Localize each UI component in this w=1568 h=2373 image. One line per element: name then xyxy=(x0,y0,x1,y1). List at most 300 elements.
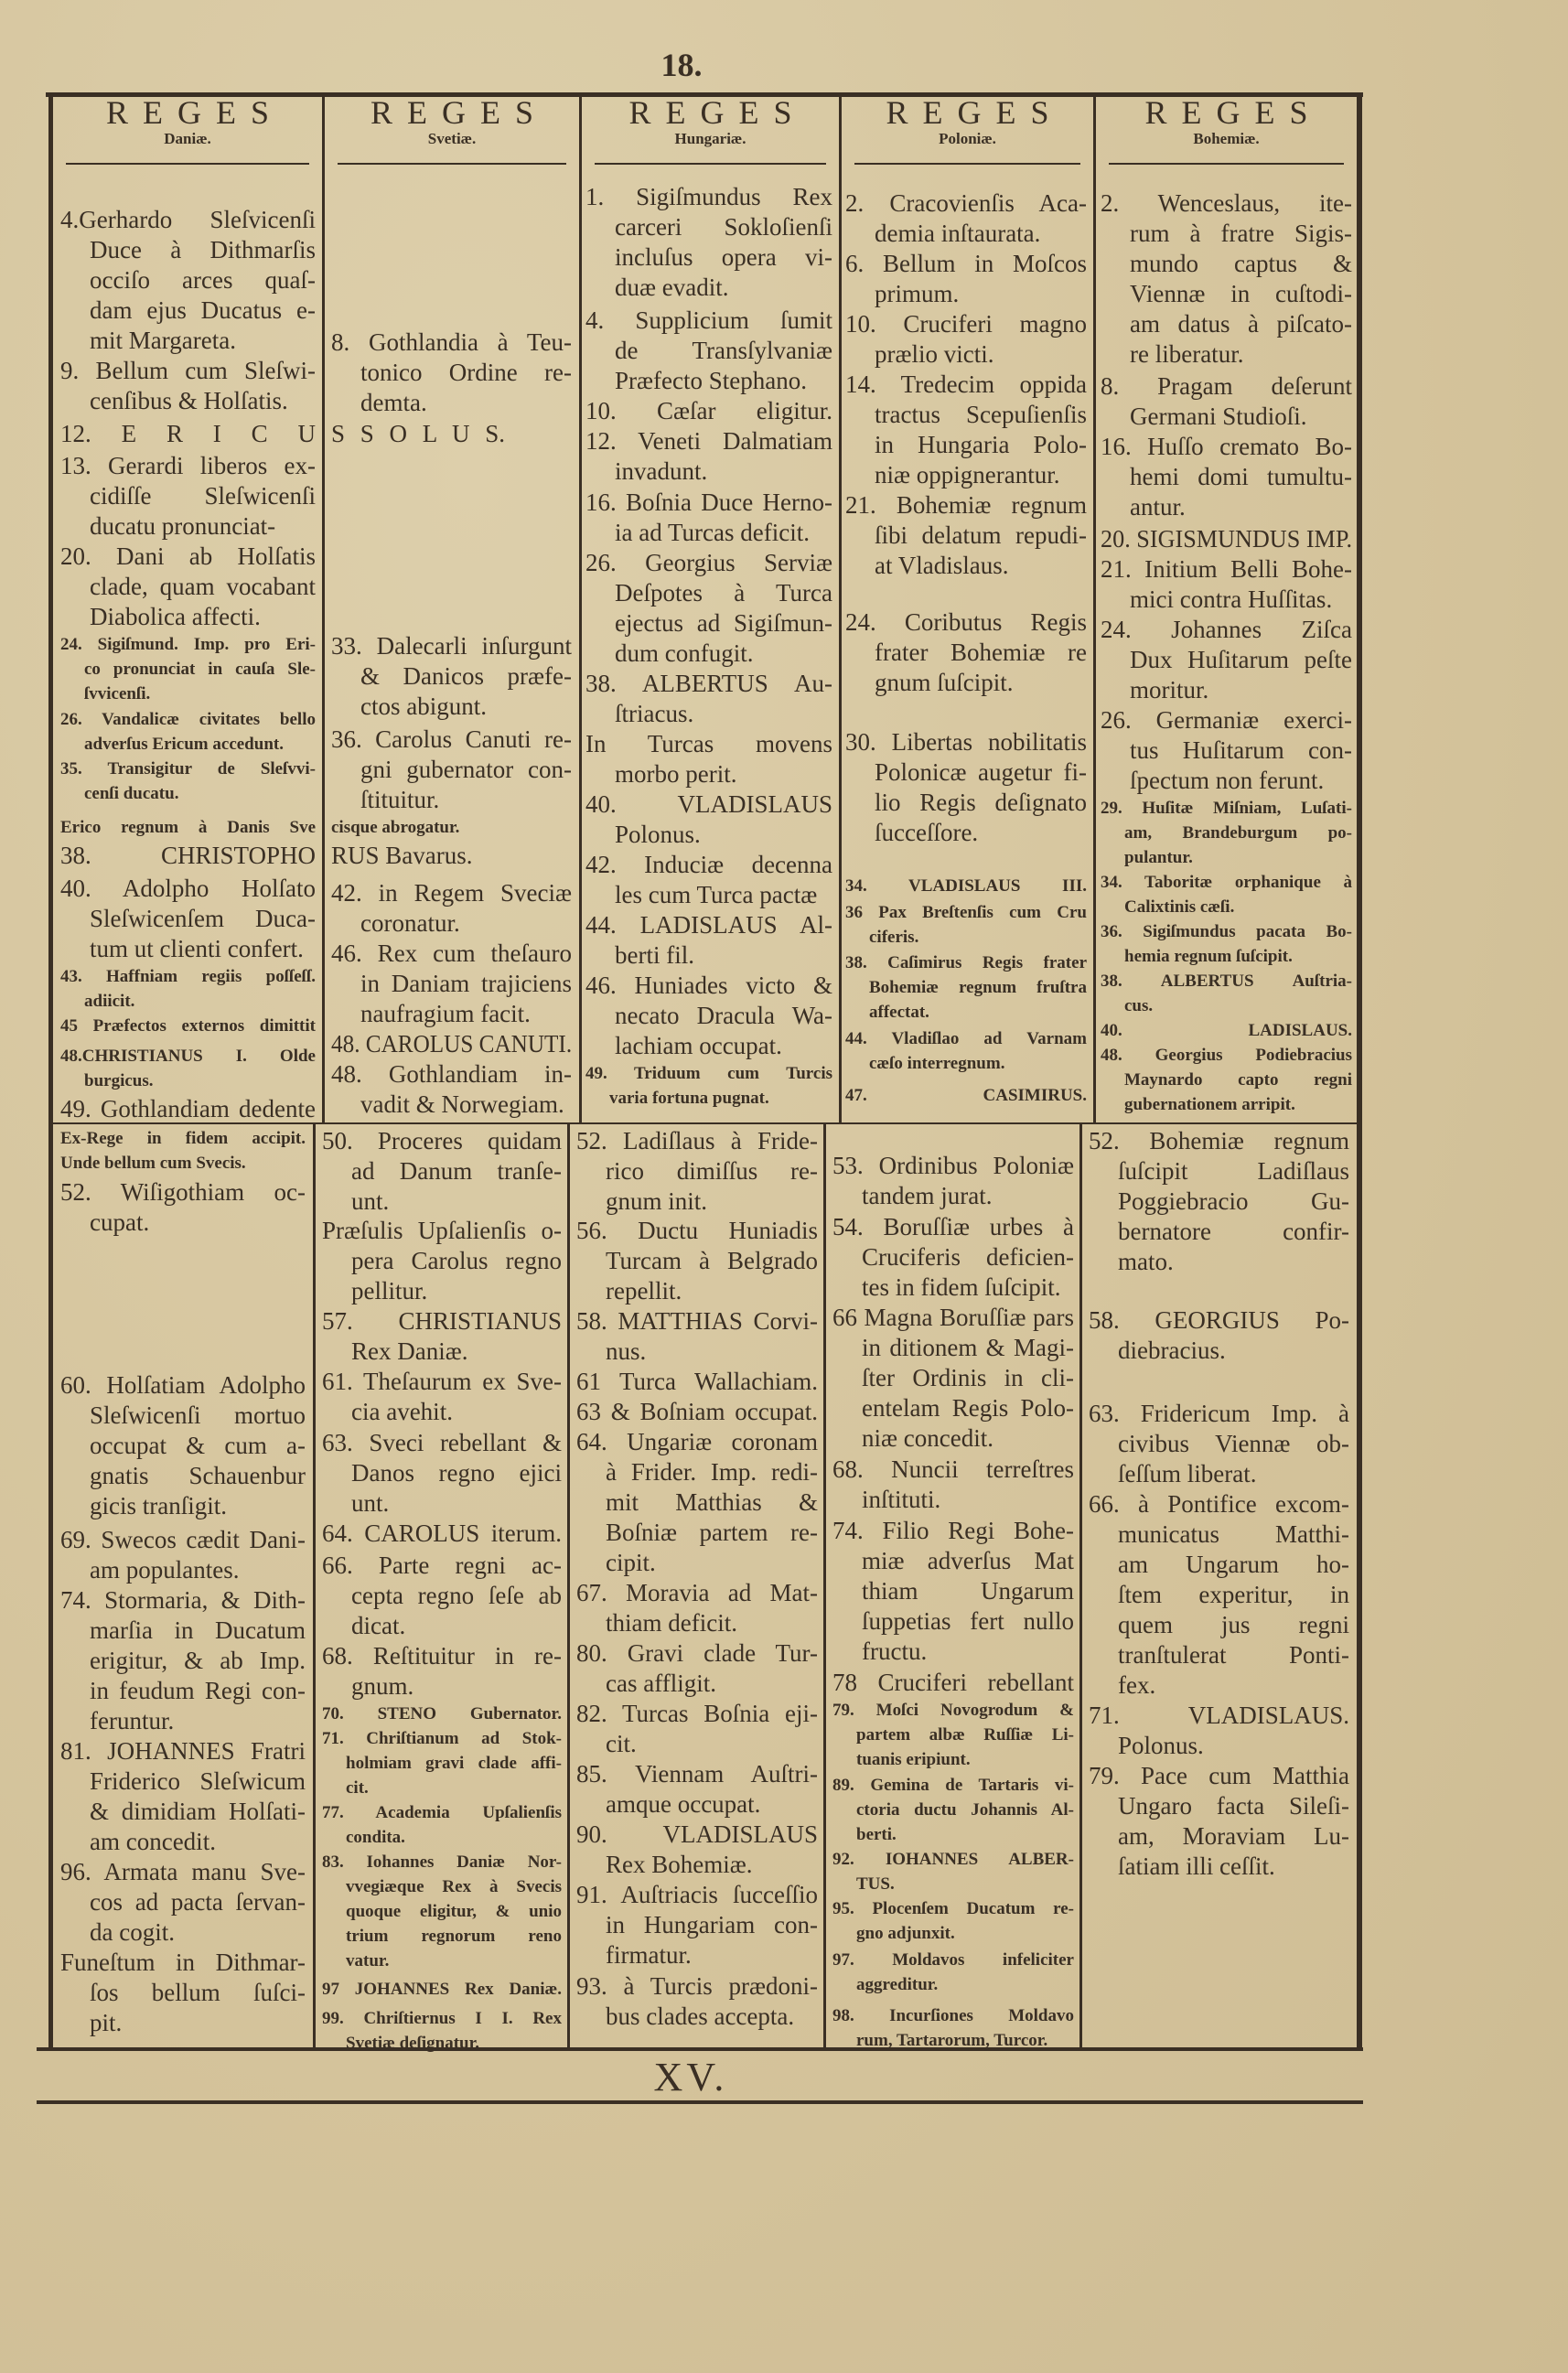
entry-line: Rex Daniæ. xyxy=(351,1337,468,1365)
entry-line: Germani Studioſi. xyxy=(1130,403,1307,430)
spanning-entry-right: RUS Bavarus. xyxy=(331,842,473,869)
entry-line: 34. VLADISLAUS III. xyxy=(845,876,1087,896)
chronicle-entry xyxy=(1101,615,1352,705)
entry-line: 44. LADISLAUS Al- xyxy=(585,911,832,939)
column-header xyxy=(53,95,322,148)
chronicle-entry xyxy=(832,1516,1074,1667)
entry-line: Svetiæ deſignatur. xyxy=(346,2034,480,2053)
entry-line: 40. Adolpho Holſato xyxy=(60,875,316,902)
entry-line: unt. xyxy=(351,1187,390,1215)
entry-line: am Ungarum ho- xyxy=(1118,1551,1349,1578)
column-divider xyxy=(567,1123,570,2048)
entry-line: 97 JOHANNES Rex Daniæ. xyxy=(322,1980,562,1999)
chronicle-entry xyxy=(331,327,572,418)
entry-line: 95. Plocenſem Ducatum re- xyxy=(832,1899,1074,1918)
entry-line: ſtem experitur, in xyxy=(1118,1581,1349,1608)
chronicle-entry xyxy=(1089,1399,1349,1489)
column-header xyxy=(842,95,1093,148)
chronicle-entry xyxy=(585,1061,832,1111)
entry-line: rico dimiſſus re- xyxy=(606,1157,818,1185)
chronicle-entry xyxy=(1101,705,1352,796)
entry-line: Unde bellum cum Svecis. xyxy=(60,1154,246,1173)
chronicle-entry xyxy=(576,1880,818,1970)
column-title: REGES xyxy=(628,94,807,131)
chronicle-entry xyxy=(576,1971,818,2032)
chronicle-entry xyxy=(576,1397,818,1427)
chronicle-entry xyxy=(60,542,316,632)
entry-line: Poggiebracio Gu- xyxy=(1118,1187,1349,1215)
entry-line: occupat & cum a- xyxy=(90,1432,306,1459)
entry-line: repellit. xyxy=(606,1277,682,1305)
column-subtitle: Daniæ. xyxy=(164,130,211,147)
column-title: REGES xyxy=(105,94,284,131)
entry-line: 61. Theſaurum ex Sve- xyxy=(322,1368,562,1395)
entry-line: tonico Ordine re- xyxy=(360,359,572,386)
chronicle-entry xyxy=(1101,796,1352,870)
entry-line: 83. Iohannes Daniæ Nor- xyxy=(322,1852,562,1872)
spanning-entry-right: S S O L U S. xyxy=(331,420,506,447)
entry-line: varia fortuna pugnat. xyxy=(609,1089,769,1108)
entry-line: cipit. xyxy=(606,1549,656,1576)
column-subtitle: Bohemiæ. xyxy=(1193,130,1260,147)
entry-line: mundo captus & xyxy=(1130,250,1352,277)
entry-line: thiam Ungarum xyxy=(862,1577,1074,1605)
entry-line: 24. Johannes Ziſca xyxy=(1101,616,1352,643)
entry-line: adverſus Ericum accedunt. xyxy=(84,735,284,754)
entry-line: 63 & Boſniam occupat. xyxy=(576,1398,818,1425)
entry-line: ducatu pronunciat- xyxy=(90,512,276,540)
entry-line: morbo perit. xyxy=(615,760,737,788)
chronicle-entry xyxy=(832,2003,1074,2053)
chronicle-entry xyxy=(60,451,316,542)
entry-line: ſuppetias fert nullo xyxy=(862,1607,1074,1635)
entry-line: 10. Cæſar eligitur. xyxy=(585,397,832,424)
entry-line: firmatur. xyxy=(606,1941,692,1969)
chronicle-entry xyxy=(585,182,832,303)
entry-line: ſeſſum liberat. xyxy=(1118,1460,1257,1487)
bottom-rule xyxy=(37,2047,1363,2051)
entry-line: 58. MATTHIAS Corvi- xyxy=(576,1307,818,1335)
entry-line: 67. Moravia ad Mat- xyxy=(576,1579,818,1606)
entry-line: fructu. xyxy=(862,1637,928,1665)
chronicle-entry xyxy=(832,1303,1074,1454)
entry-line: 61 Turca Wallachiam. xyxy=(576,1368,818,1395)
entry-line: 48.CHRISTIANUS I. Olde xyxy=(60,1047,316,1066)
chronicle-entry xyxy=(576,1126,818,1217)
entry-line: 49. Triduum cum Turcis xyxy=(585,1064,832,1083)
chronicle-entry xyxy=(1101,188,1352,370)
entry-line: 42. Induciæ decenna xyxy=(585,851,832,878)
entry-line: gni gubernator con- xyxy=(360,756,572,783)
chronicle-entry xyxy=(322,1367,562,1427)
chronicle-entry xyxy=(331,631,572,722)
chronicle-entry xyxy=(576,1306,818,1367)
entry-line: 33. Dalecarli inſurgunt xyxy=(331,632,572,660)
entry-line: 78 Cruciferi rebellant xyxy=(832,1669,1074,1696)
entry-line: Danos regno ejici xyxy=(351,1459,562,1487)
chronicle-entry xyxy=(1089,1489,1349,1701)
chronicle-entry xyxy=(60,1014,316,1038)
entry-line: pera Carolus regno xyxy=(351,1247,562,1274)
entry-line: Turcam à Belgrado xyxy=(606,1247,818,1274)
entry-line: 54. Boruſſiæ urbes à xyxy=(832,1213,1074,1240)
column-divider xyxy=(322,95,325,1123)
spanning-entry-left: 38. CHRISTOPHO xyxy=(60,842,316,869)
entry-line: 30. Libertas nobilitatis xyxy=(845,728,1087,756)
chronicle-entry xyxy=(331,725,572,815)
chronicle-entry xyxy=(585,548,832,669)
header-underline xyxy=(1109,163,1344,165)
header-underline xyxy=(338,163,566,165)
chronicle-entry xyxy=(845,370,1087,490)
entry-line: tuanis eripiunt. xyxy=(856,1750,971,1769)
entry-line: ſibi delatum repudi- xyxy=(875,521,1087,549)
entry-line: ctoria ductu Johannis Al- xyxy=(856,1800,1074,1820)
entry-line: incluſus opera vi- xyxy=(615,243,832,271)
column-divider xyxy=(313,1123,316,2048)
entry-line: pellitur. xyxy=(351,1277,428,1305)
column-subtitle: Hungariæ. xyxy=(674,130,746,147)
column-subtitle: Poloniæ. xyxy=(939,130,996,147)
entry-line: 4. Supplicium ſumit xyxy=(585,306,832,334)
entry-line: 71. VLADISLAUS. xyxy=(1089,1702,1349,1729)
entry-line: Maynardo capto regni xyxy=(1124,1070,1352,1090)
entry-line: mit Matthias & xyxy=(606,1488,818,1516)
entry-line: thiam deficit. xyxy=(606,1609,737,1637)
entry-line: 90. VLADISLAUS xyxy=(576,1820,818,1848)
entry-line: clade, quam vocabant xyxy=(90,573,316,600)
chronicle-entry xyxy=(845,874,1087,898)
chronicle-entry xyxy=(322,1306,562,1367)
entry-line: 4.Gerhardo Sleſvicenſi xyxy=(60,206,316,233)
entry-line: 49. Gothlandiam dedente xyxy=(60,1095,316,1122)
entry-line: 74. Stormaria, & Dith- xyxy=(60,1586,306,1614)
entry-line: gnatis Schauenbur xyxy=(90,1462,306,1489)
entry-line: mit Margareta. xyxy=(90,327,236,354)
entry-line: 52. Bohemiæ regnum xyxy=(1089,1127,1349,1154)
chronicle-entry xyxy=(845,900,1087,950)
entry-line: 93. à Turcis prædoni- xyxy=(576,1972,818,2000)
footer-numeral: XV. xyxy=(653,2055,728,2099)
entry-line: 99. Chriſtiernus I I. Rex xyxy=(322,2009,562,2028)
column-title: REGES xyxy=(886,94,1064,131)
entry-line: entelam Regis Polo- xyxy=(862,1394,1074,1422)
entry-line: 63. Sveci rebellant & xyxy=(322,1429,562,1456)
entry-line: erigitur, & ab Imp. xyxy=(90,1647,306,1674)
entry-line: condita. xyxy=(346,1828,405,1847)
entry-line: burgicus. xyxy=(84,1071,154,1090)
entry-line: Dux Huſitarum peſte xyxy=(1130,646,1352,673)
entry-line: hemi domi tumultu- xyxy=(1130,463,1352,490)
entry-line: dum confugit. xyxy=(615,639,754,667)
entry-line: affectat. xyxy=(869,1003,929,1022)
entry-line: Sleſwicenſi mortuo xyxy=(90,1401,306,1429)
column-title: REGES xyxy=(370,94,548,131)
chronicle-entry xyxy=(60,356,316,416)
entry-line: am populantes. xyxy=(90,1556,240,1584)
entry-line: 26. Vandalicæ civitates bello xyxy=(60,710,316,729)
chronicle-entry xyxy=(576,1367,818,1397)
entry-line: marſia in Ducatum xyxy=(90,1616,306,1644)
header-underline xyxy=(66,163,309,165)
entry-line: gnum init. xyxy=(606,1187,708,1215)
entry-line: gubernationem arripit. xyxy=(1124,1095,1295,1114)
entry-line: niæ concedit. xyxy=(862,1424,993,1452)
entry-line: 82. Turcas Boſnia eji- xyxy=(576,1700,818,1727)
entry-line: civibus Viennæ ob- xyxy=(1118,1430,1349,1457)
entry-line: bus clades accepta. xyxy=(606,2003,795,2030)
entry-line: amque occupat. xyxy=(606,1790,761,1818)
entry-line: cupat. xyxy=(90,1208,150,1236)
entry-line: miæ adverſus Mat xyxy=(862,1547,1074,1574)
chronicle-entry xyxy=(845,950,1087,1025)
entry-line: 92. IOHANNES ALBER- xyxy=(832,1850,1074,1869)
entry-line: Calixtinis cæſi. xyxy=(1124,897,1235,917)
entry-line: 50. Proceres quidam xyxy=(322,1127,562,1154)
entry-line: ejectus ad Sigiſmun- xyxy=(615,609,832,637)
entry-line: adiicit. xyxy=(84,992,135,1011)
entry-line: unt. xyxy=(351,1489,390,1517)
entry-line: dicat. xyxy=(351,1612,406,1639)
chronicle-entry xyxy=(576,1638,818,1699)
chronicle-entry xyxy=(576,1699,818,1759)
entry-line: bernatore confir- xyxy=(1118,1218,1349,1245)
entry-line: ad Danum tranſe- xyxy=(351,1157,562,1185)
entry-line: 20. SIGISMUNDUS IMP. xyxy=(1101,525,1353,553)
chronicle-entry xyxy=(322,1702,562,1726)
entry-line: 38. ALBERTUS Au- xyxy=(585,670,832,697)
entry-line: 6. Bellum in Moſcos xyxy=(845,250,1087,277)
entry-line: vvegiæque Rex à Svecis xyxy=(346,1877,562,1896)
entry-line: partem albæ Ruſſiæ Li- xyxy=(856,1725,1074,1745)
entry-line: 10. Cruciferi magno xyxy=(845,310,1087,338)
entry-line: Præfecto Stephano. xyxy=(615,367,807,394)
entry-line: nus. xyxy=(606,1337,647,1365)
chronicle-entry xyxy=(322,1216,562,1306)
entry-line: am concedit. xyxy=(90,1828,216,1855)
entry-line: 14. Tredecim oppida xyxy=(845,370,1087,398)
entry-line: Præſulis Upſalienſis o- xyxy=(322,1217,562,1244)
chronicle-entry xyxy=(585,669,832,729)
entry-line: 36. Sigiſmundus pacata Bo- xyxy=(1101,922,1352,941)
chronicle-entry xyxy=(1089,1126,1349,1277)
entry-line: moritur. xyxy=(1130,676,1209,703)
entry-line: quem jus regni xyxy=(1118,1611,1349,1638)
entry-line: vatur. xyxy=(346,1951,390,1970)
entry-line: 40. LADISLAUS. xyxy=(1101,1021,1352,1040)
entry-line: in Hungariam con- xyxy=(606,1911,818,1938)
entry-line: ſtituitur. xyxy=(360,786,440,813)
entry-line: 91. Auſtriacis ſucceſſio xyxy=(576,1881,818,1908)
chronicle-entry xyxy=(832,1773,1074,1847)
chronicle-entry xyxy=(322,2006,562,2056)
chronicle-entry xyxy=(585,729,832,789)
chronicle-entry xyxy=(832,1455,1074,1515)
entry-line: 38. ALBERTUS Auſtria- xyxy=(1101,972,1352,991)
entry-line: 77. Academia Upſalienſis xyxy=(322,1803,562,1822)
entry-line: Friderico Sleſwicum xyxy=(90,1767,306,1795)
entry-line: da cogit. xyxy=(90,1918,175,1946)
entry-line: lio Regis deſignato xyxy=(875,789,1087,816)
entry-line: fex. xyxy=(1118,1671,1156,1699)
chronicle-entry xyxy=(322,1126,562,1217)
entry-line: Boſniæ partem re- xyxy=(606,1519,818,1546)
entry-line: carceri Sokloſienſi xyxy=(615,213,832,241)
chronicle-entry xyxy=(60,1736,306,1857)
chronicle-entry xyxy=(60,632,316,706)
entry-line: antur. xyxy=(1130,493,1186,521)
footer-rule xyxy=(37,2100,1363,2104)
entry-line: 43. Haffniam regiis poſſeſſ. xyxy=(60,967,316,986)
entry-line: 66. Parte regni ac- xyxy=(322,1552,562,1579)
entry-line: 79. Pace cum Matthia xyxy=(1089,1762,1349,1789)
chronicle-entry xyxy=(1101,524,1352,554)
entry-line: am, Moraviam Lu- xyxy=(1118,1822,1349,1850)
chronicle-entry xyxy=(845,490,1087,581)
entry-line: aggreditur. xyxy=(856,1975,939,1994)
entry-line: cit. xyxy=(606,1730,637,1757)
entry-line: 34. Taboritæ orphanique à xyxy=(1101,873,1352,892)
entry-line: in feudum Regi con- xyxy=(90,1677,306,1704)
chronicle-entry xyxy=(585,850,832,910)
chronicle-entry xyxy=(1101,1018,1352,1043)
entry-line: 57. CHRISTIANUS xyxy=(322,1307,562,1335)
entry-line: Deſpotes à Turca xyxy=(615,579,832,607)
entry-line: re liberatur. xyxy=(1130,340,1244,368)
entry-line: vadit & Norwegiam. xyxy=(360,1090,564,1118)
entry-line: 79. Moſci Novogrodum & xyxy=(832,1701,1074,1720)
entry-line: 52. Wiſigothiam oc- xyxy=(60,1178,306,1206)
entry-line: les cum Turca pactæ xyxy=(615,881,818,908)
entry-line: 63. Fridericum Imp. à xyxy=(1089,1400,1349,1427)
entry-line: gnum ſuſcipit. xyxy=(875,669,1014,696)
chronicle-entry xyxy=(322,1850,562,1973)
entry-line: 48. Georgius Podiebracius xyxy=(1101,1046,1352,1065)
entry-line: ciferis. xyxy=(869,928,919,947)
chronicle-entry xyxy=(1101,919,1352,969)
chronicle-entry xyxy=(331,939,572,1029)
entry-line: 89. Gemina de Tartaris vi- xyxy=(832,1776,1074,1795)
entry-line: cit. xyxy=(346,1778,369,1798)
chronicle-entry xyxy=(1101,554,1352,615)
chronicle-entry xyxy=(60,1126,306,1176)
entry-line: lachiam occupat. xyxy=(615,1032,782,1059)
entry-line: occiſo arces quaſ- xyxy=(90,266,316,294)
chronicle-entry xyxy=(585,910,832,971)
entry-line: pit. xyxy=(90,2009,123,2036)
entry-line: 85. Viennam Auſtri- xyxy=(576,1760,818,1788)
entry-line: ſuſcipit Ladiſlaus xyxy=(1118,1157,1349,1185)
entry-line: 60. Holſatiam Adolpho xyxy=(60,1371,306,1399)
entry-line: cæſo interregnum. xyxy=(869,1054,1005,1073)
entry-line: Polonicæ augetur fi- xyxy=(875,758,1087,786)
chronicle-entry xyxy=(845,309,1087,370)
entry-line: 24. Coributus Regis xyxy=(845,608,1087,636)
column-header xyxy=(582,95,839,148)
entry-line: berti fil. xyxy=(615,941,694,969)
entry-line: 48. Gothlandiam in- xyxy=(331,1060,572,1088)
entry-line: 35. Transigitur de Sleſvvi- xyxy=(60,759,316,778)
entry-line: Polonus. xyxy=(1118,1732,1204,1759)
page-number: 18. xyxy=(660,47,703,83)
entry-line: 45 Præfectos externos dimittit xyxy=(60,1016,316,1036)
entry-line: ſos bellum ſuſci- xyxy=(90,1979,306,2006)
entry-line: 46. Huniades victo & xyxy=(585,972,832,999)
entry-line: pulantur. xyxy=(1124,848,1193,867)
entry-line: berti. xyxy=(856,1825,897,1844)
chronicle-entry xyxy=(576,1216,818,1306)
entry-line: cenſi ducatu. xyxy=(84,784,179,803)
entry-line: 21. Bohemiæ regnum xyxy=(845,491,1087,519)
chronicle-entry xyxy=(845,249,1087,309)
entry-line: mici contra Huſſitas. xyxy=(1130,585,1333,613)
entry-line: Ex-Rege in fidem accipit. xyxy=(60,1129,306,1148)
chronicle-entry xyxy=(1089,1761,1349,1882)
chronicle-entry xyxy=(60,1585,306,1736)
entry-line: naufragium facit. xyxy=(360,1000,531,1027)
entry-line: ſpectum non ferunt. xyxy=(1130,767,1325,794)
chronicle-entry xyxy=(60,1044,316,1093)
entry-line: 20. Dani ab Holſatis xyxy=(60,542,316,570)
chronicle-entry xyxy=(576,1820,818,1880)
entry-line: 36. Carolus Canuti re- xyxy=(331,725,572,753)
entry-line: ſtriacus. xyxy=(615,700,694,727)
entry-line: at Vladislaus. xyxy=(875,552,1009,579)
entry-line: holmiam gravi clade affi- xyxy=(346,1754,562,1773)
entry-line: 71. Chriſtianum ad Stok- xyxy=(322,1729,562,1748)
entry-line: 16. Boſnia Duce Herno- xyxy=(585,489,832,516)
entry-line: tractus Scepuſienſis xyxy=(875,401,1087,428)
entry-line: cus. xyxy=(1124,996,1154,1015)
spanning-entry-right: cisque abrogatur. xyxy=(331,818,460,837)
entry-line: invadunt. xyxy=(615,457,708,485)
column-divider xyxy=(839,95,842,1123)
entry-line: 1. Sigiſmundus Rex xyxy=(585,183,832,210)
chronicle-entry xyxy=(832,1151,1074,1211)
chronicle-entry xyxy=(322,1551,562,1641)
column-header xyxy=(1096,95,1357,148)
entry-line: Duce à Dithmarſis xyxy=(90,236,316,263)
entry-line: am datus à piſcato- xyxy=(1130,310,1352,338)
entry-line: 24. Sigiſmund. Imp. pro Eri- xyxy=(60,635,316,654)
entry-line: 74. Filio Regi Bohe- xyxy=(832,1517,1074,1544)
entry-line: 36 Pax Breſtenſis cum Cru xyxy=(845,903,1087,922)
chronicle-entry xyxy=(1089,1701,1349,1761)
column-divider xyxy=(579,95,582,1123)
chronicle-entry xyxy=(832,1847,1074,1896)
entry-line: 69. Swecos cædit Dani- xyxy=(60,1526,306,1553)
entry-line: ctos abigunt. xyxy=(360,693,487,720)
chronicle-entry xyxy=(60,205,316,356)
entry-line: in Hungaria Polo- xyxy=(875,431,1087,458)
entry-line: Diabolica affecti. xyxy=(90,603,261,630)
chronicle-entry xyxy=(322,1726,562,1800)
entry-line: tranſtulerat Ponti- xyxy=(1118,1641,1349,1669)
column-divider xyxy=(1079,1123,1082,2048)
entry-line: 96. Armata manu Sve- xyxy=(60,1858,306,1885)
entry-line: rum à fratre Sigis- xyxy=(1130,220,1352,247)
entry-line: 97. Moldavos infeliciter xyxy=(832,1950,1074,1970)
column-divider xyxy=(823,1123,826,2048)
entry-line: 80. Gravi clade Tur- xyxy=(576,1639,818,1667)
entry-line: Sleſwicenſem Duca- xyxy=(90,905,316,932)
entry-line: primum. xyxy=(875,280,960,307)
chronicle-entry xyxy=(576,1759,818,1820)
entry-line: feruntur. xyxy=(90,1707,175,1734)
entry-line: municatus Matthi- xyxy=(1118,1520,1349,1548)
entry-line: am, Brandeburgum po- xyxy=(1124,823,1352,843)
chronicle-entry xyxy=(832,1668,1074,1698)
